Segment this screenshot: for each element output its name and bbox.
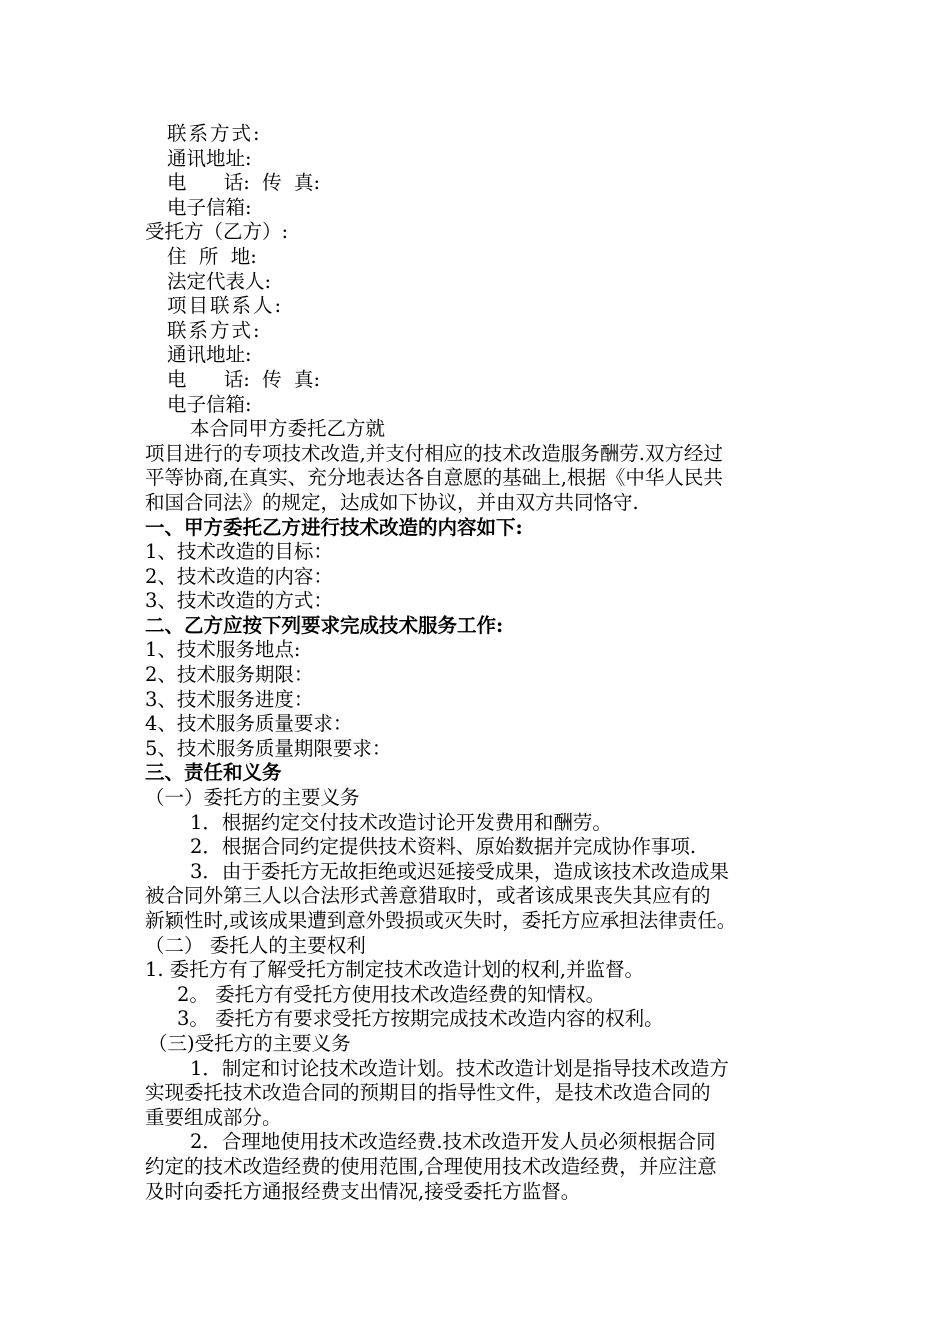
subsection-1-item: 3．由于委托方无故拒绝或迟延接受成果，造成该技术改造成果 [190, 859, 729, 883]
section-2-item: 4、技术服务质量要求： [145, 712, 353, 736]
subsection-2-item: 1. 委托方有了解受托方制定技术改造计划的权利,并监督。 [145, 958, 645, 982]
contract-body [145, 122, 810, 1204]
subsection-2-item: 3。 委托方有要求受托方按期完成技术改造内容的权利。 [177, 1007, 664, 1031]
intro-line-1: 本合同甲方委托乙方就 [190, 417, 386, 441]
party-b-email: 电子信箱: [167, 392, 252, 416]
party-b-project-contact: 项目联系人: [167, 294, 284, 318]
intro-line-4: 和国合同法》的规定，达成如下协议，并由双方共同恪守. [145, 490, 639, 514]
party-a-phone-fax: 电 话: 传 真: [167, 171, 321, 195]
party-b-address: 通讯地址: [167, 343, 252, 367]
party-b-residence: 住 所 地: [167, 244, 257, 268]
subsection-3-item-cont: 及时向委托方通报经费支出情况,接受委托方监督。 [145, 1179, 581, 1203]
subsection-2-item: 2。 委托方有受托方使用技术改造经费的知情权。 [177, 982, 606, 1006]
subsection-1-item: 1．根据约定交付技术改造讨论开发费用和酬劳。 [190, 810, 612, 834]
section-1-item: 1、技术改造的目标： [145, 540, 333, 564]
party-b-legal-rep: 法定代表人: [167, 269, 272, 293]
section-2-item: 1、技术服务地点: [145, 638, 301, 662]
intro-line-3: 平等协商,在真实、充分地表达各自意愿的基础上,根据《中华人民共 [145, 466, 723, 490]
section-3-title: 三、责任和义务 [145, 761, 282, 785]
subsection-3-item-cont: 重要组成部分。 [145, 1105, 282, 1129]
section-1-item: 2、技术改造的内容： [145, 564, 333, 588]
subsection-1-title: （一）委托方的主要义务 [145, 786, 360, 810]
intro-line-2: 项目进行的专项技术改造,并支付相应的技术改造服务酬劳.双方经过 [145, 441, 723, 465]
subsection-1-item: 2．根据合同约定提供技术资料、原始数据并完成协作事项. [190, 835, 697, 859]
section-2-item: 3、技术服务进度： [145, 687, 314, 711]
party-b-contact-method: 联系方式: [167, 318, 262, 342]
party-b-heading: 受托方（乙方）: [145, 220, 289, 244]
subsection-1-item-cont: 被合同外第三人以合法形式善意猎取时，或者该成果丧失其应有的 [145, 884, 711, 908]
section-2-title: 二、乙方应按下列要求完成技术服务工作: [145, 613, 504, 637]
section-2-item: 2、技术服务期限： [145, 663, 314, 687]
party-a-contact-method: 联系方式: [167, 122, 262, 145]
subsection-3-item-cont: 实现委托技术改造合同的预期目的指导性文件，是技术改造合同的 [145, 1081, 711, 1105]
subsection-1-item-cont: 新颖性时,或该成果遭到意外毁损或灭失时，委托方应承担法律责任。 [145, 909, 737, 932]
party-a-email: 电子信箱: [167, 195, 252, 219]
subsection-2-title: （二） 委托人的主要权利 [145, 933, 366, 957]
subsection-3-title: （三)受托方的主要义务 [148, 1031, 351, 1055]
party-b-phone-fax: 电 话: 传 真: [167, 367, 321, 391]
subsection-3-item: 1．制定和讨论技术改造计划。技术改造计划是指导技术改造方 [190, 1056, 729, 1080]
section-2-item: 5、技术服务质量期限要求： [145, 736, 392, 760]
subsection-3-item: 2．合理地使用技术改造经费.技术改造开发人员必须根据合同 [190, 1130, 716, 1154]
subsection-3-item-cont: 约定的技术改造经费的使用范围,合理使用技术改造经费，并应注意 [145, 1154, 717, 1178]
party-a-address: 通讯地址: [167, 146, 252, 170]
section-1-item: 3、技术改造的方式： [145, 589, 333, 613]
section-1-title: 一、甲方委托乙方进行技术改造的内容如下: [145, 515, 523, 539]
